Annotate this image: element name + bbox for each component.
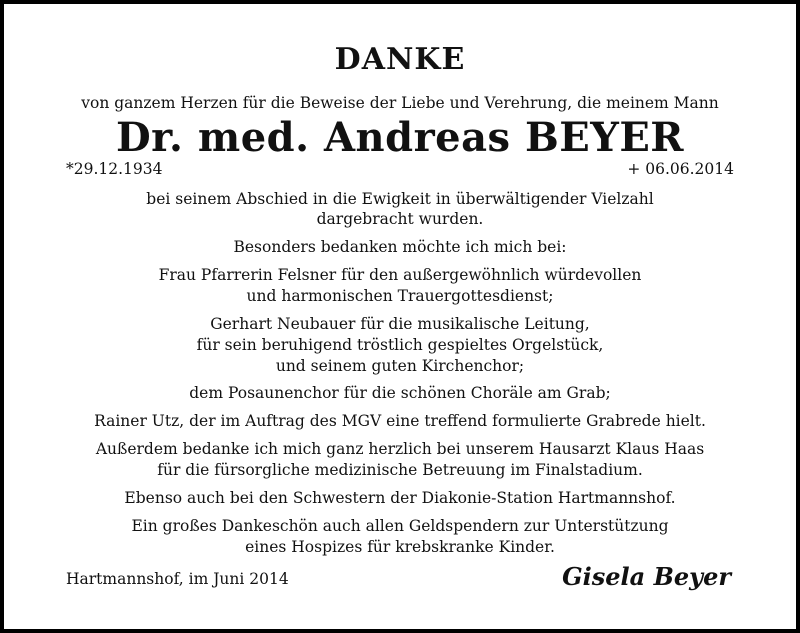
body-line: Gerhart Neubauer für die musikalische Leitung, [210,315,590,333]
body-line: und harmonischen Trauergottesdienst; [246,287,554,305]
body-line: und seinem guten Kirchenchor; [275,357,525,375]
body-line: dem Posaunenchor für die schönen Choräle am Grab; [189,384,611,402]
body-line: für sein beruhigend tröstlich gespieltes Orgelstück, [196,336,604,354]
body-line: Besonders bedanken möchte ich mich bei: [233,238,567,256]
place-and-date: Hartmannshof, im Juni 2014 [66,570,289,588]
body-line: Außerdem bedanke ich mich ganz herzlich bei unserem Hausarzt Klaus Haas [95,440,705,458]
card-title: DANKE [334,42,466,77]
body-line: dargebracht wurden. [316,210,484,228]
body-line: Rainer Utz, der im Auftrag des MGV eine treffend formulierte Grabrede hielt. [94,412,706,430]
body-line: Ebenso auch bei den Schwestern der Diakonie-Station Hartmannshof. [124,489,676,507]
deceased-name: Dr. med. Andreas BEYER [115,114,685,161]
body-line: Frau Pfarrerin Felsner für den außergewöhnlich würdevollen [158,266,642,284]
body-line: Ein großes Dankeschön auch allen Geldspendern zur Unterstützung [131,517,669,535]
body-line: bei seinem Abschied in die Ewigkeit in überwältigender Vielzahl [146,190,654,208]
birth-date: *29.12.1934 [66,160,163,178]
body-line: für die fürsorgliche medizinische Betreuung im Finalstadium. [157,461,643,479]
signature: Gisela Beyer [562,562,731,591]
intro-line: von ganzem Herzen für die Beweise der Liebe und Verehrung, die meinem Mann [81,94,719,112]
death-date: + 06.06.2014 [627,160,734,178]
body-line: eines Hospizes für krebskranke Kinder. [245,538,555,556]
